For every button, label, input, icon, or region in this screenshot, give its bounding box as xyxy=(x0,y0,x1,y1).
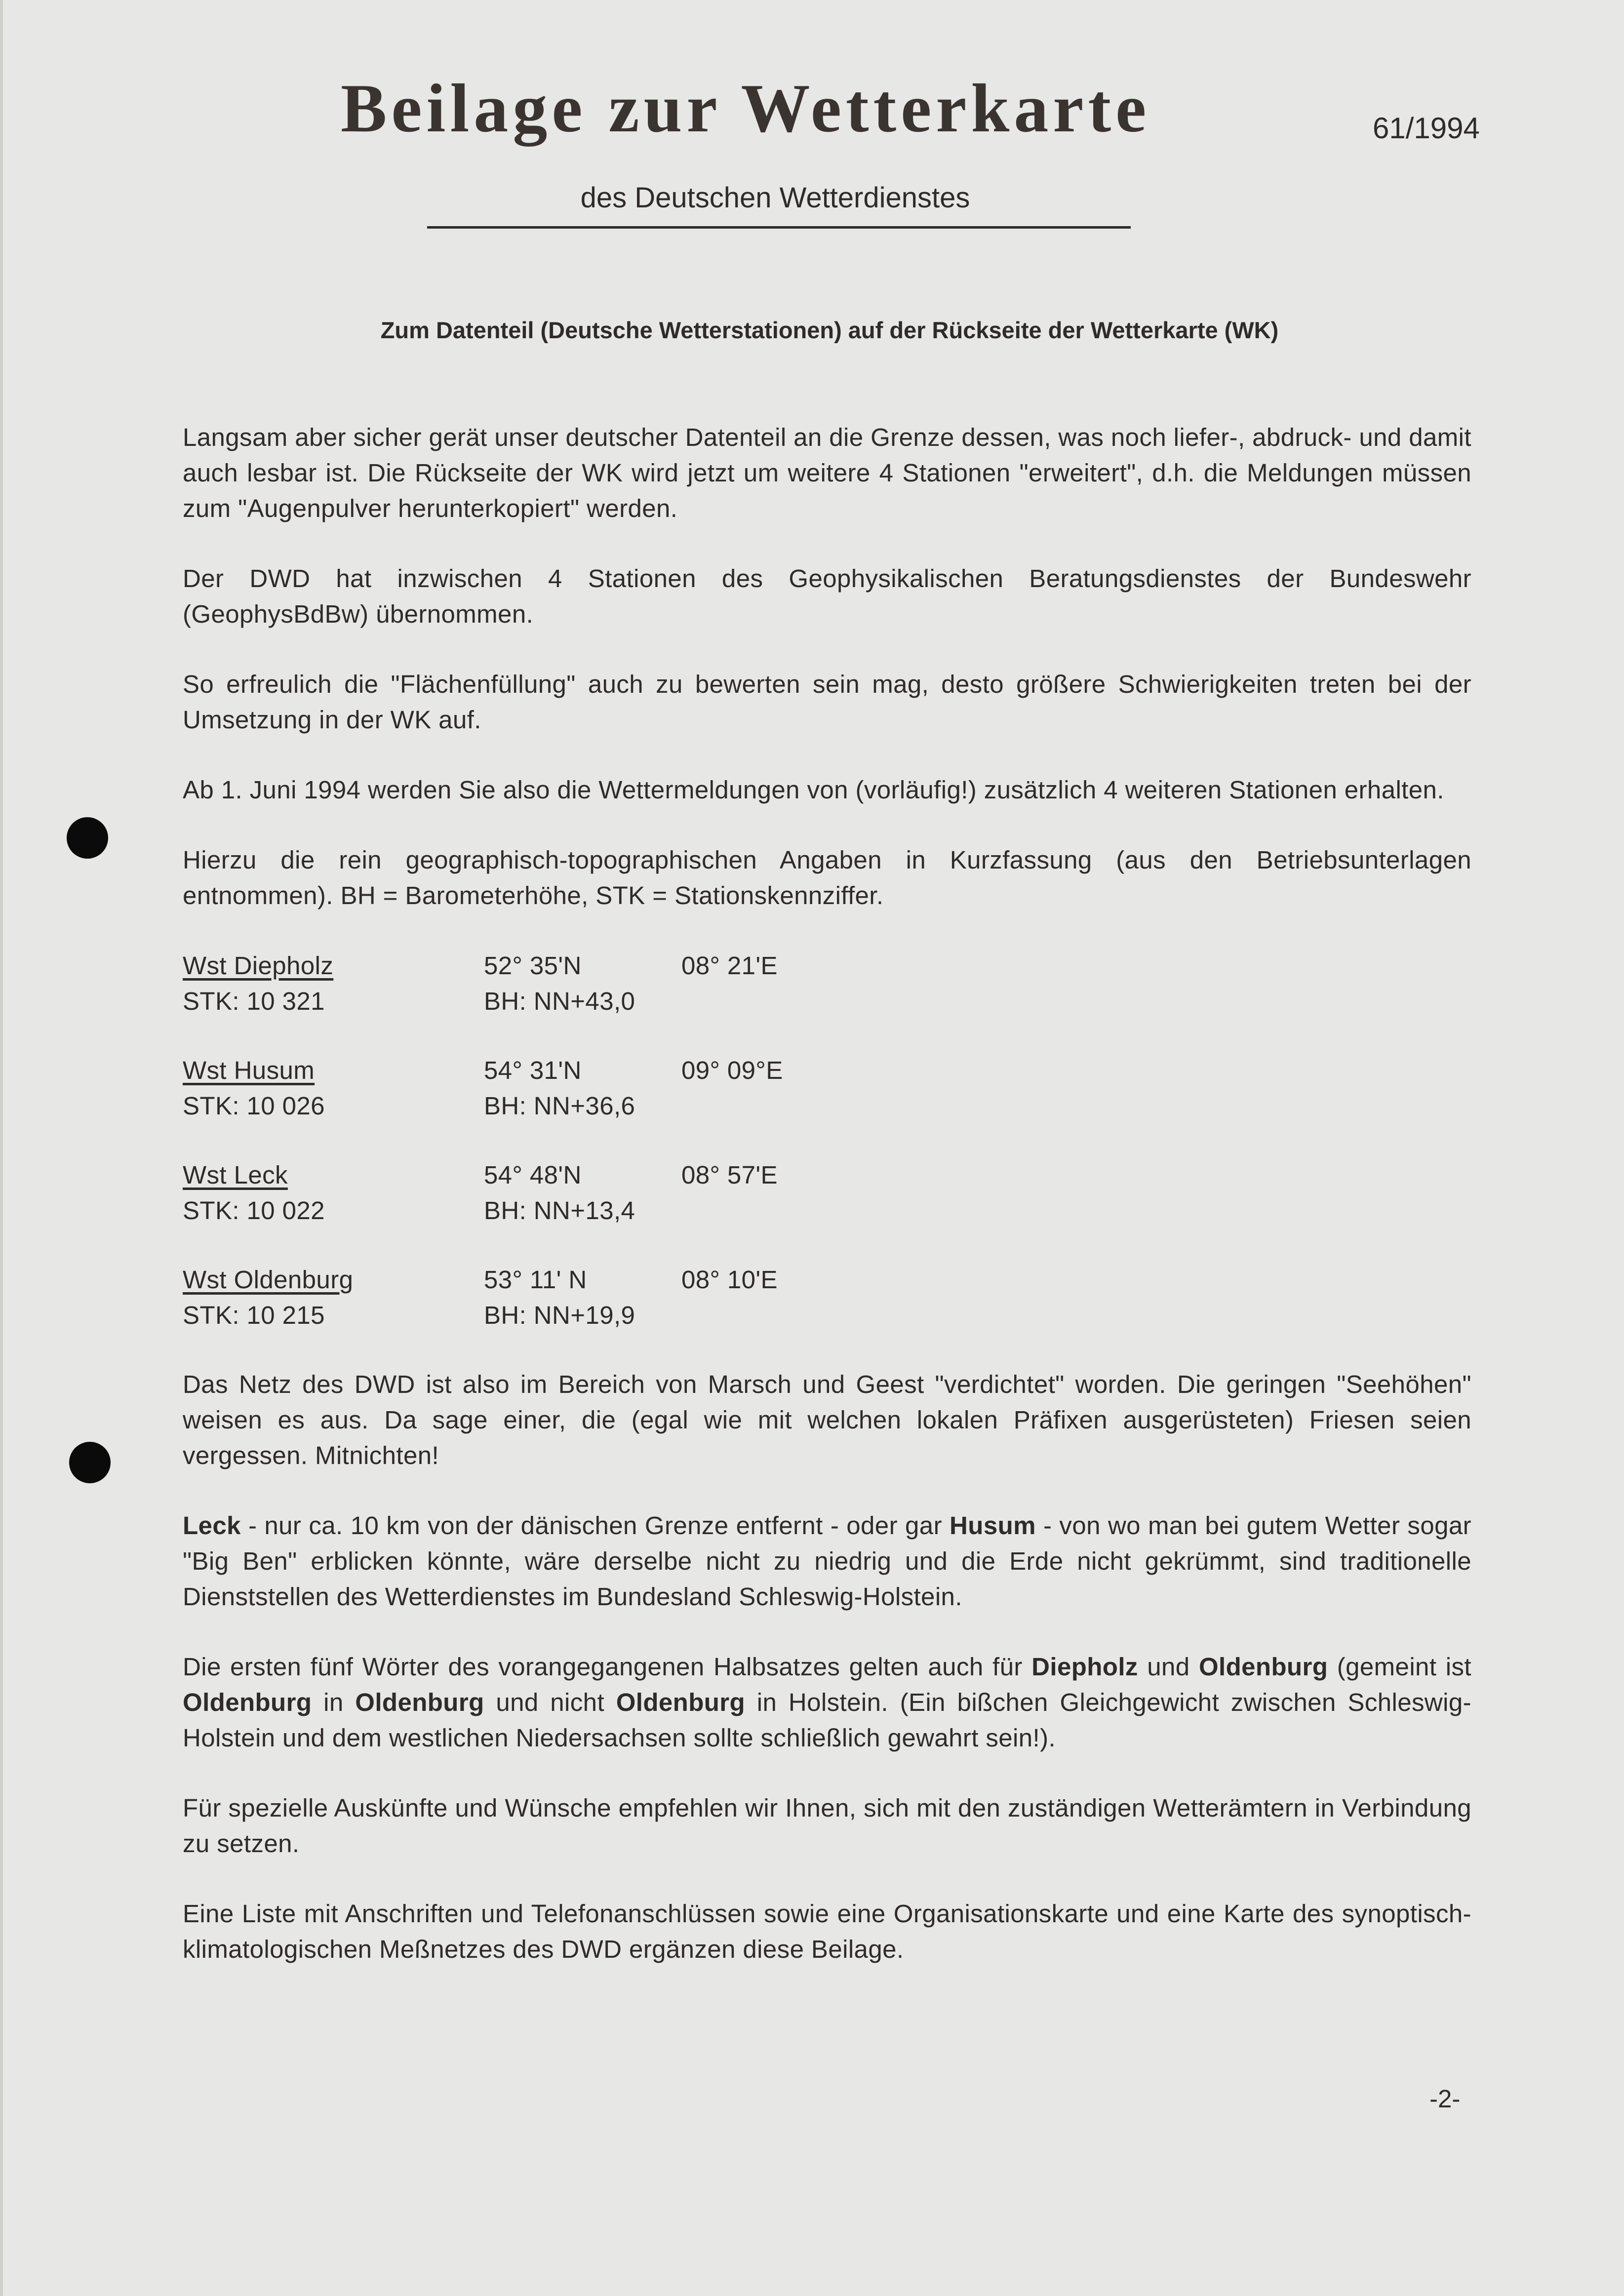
paragraph-fuenf-woerter xyxy=(183,1649,1471,1756)
station-name: Wst Husum xyxy=(183,1056,315,1084)
station-barometer-height: BH: NN+36,6 xyxy=(484,1092,635,1120)
station-latitude: 52° 35'N xyxy=(484,951,582,980)
station-barometer-height: BH: NN+13,4 xyxy=(484,1196,635,1225)
masthead-title: Beilage zur Wetterkarte xyxy=(341,70,1151,147)
station-name: Wst Diepholz xyxy=(183,951,334,980)
paragraph-intro-4: Ab 1. Juni 1994 werden Sie also die Wettermeldungen von (vorläufig!) zusätzlich 4 weiteren Stationen erhalten. xyxy=(183,776,1444,804)
paragraph-anlagen: Eine Liste mit Anschriften und Telefonanschlüssen sowie eine Organisationskarte und eine Karte des synoptisch-klimatologischen Meßnetzes des DWD ergänzen diese Beilage. xyxy=(183,1900,1471,1963)
emphasis-diepholz: Diepholz xyxy=(1031,1653,1138,1681)
paragraph-netz: Das Netz des DWD ist also im Bereich von Marsch und Geest "verdichtet" worden. Die geringen "Seehöhen" weisen es aus. Da sage einer, die (egal wie mit welchen lokalen Präfixen ausgerüsteten) Friesen seien vergessen. Mitnichten! xyxy=(183,1370,1471,1469)
station-barometer-height: BH: NN+19,9 xyxy=(484,1301,635,1329)
station-latitude: 53° 11' N xyxy=(484,1266,587,1294)
text-run: Die ersten fünf Wörter des vorangegangenen Halbsatzes gelten auch für xyxy=(183,1653,1032,1681)
paragraph-auskuenfte: Für spezielle Auskünfte und Wünsche empfehlen wir Ihnen, sich mit den zuständigen Wetterämtern in Verbindung zu setzen. xyxy=(183,1794,1471,1858)
paragraph-intro-5: Hierzu die rein geographisch-topographischen Angaben in Kurzfassung (aus den Betriebsunterlagen entnommen). BH = Barometerhöhe, STK = Stationskennziffer. xyxy=(183,846,1471,910)
station-code: STK: 10 321 xyxy=(183,987,325,1015)
masthead-subtitle: des Deutschen Wetterdienstes xyxy=(580,182,970,214)
text-run: - von wo man bei gutem Wetter sogar "Big Ben" erblicken könnte, wäre derselbe nicht zu niedrig und die Erde nicht gekrümmt, sind traditionelle Dienststellen des Wetterdienstes im Bundesland Schleswig-Holstein. xyxy=(183,1511,1471,1611)
station-oldenburg xyxy=(183,1262,1471,1333)
station-longitude: 08° 21'E xyxy=(681,951,778,980)
text-run: in xyxy=(312,1688,356,1716)
masthead-rule xyxy=(427,226,1131,229)
text-run: in Holstein. (Ein bißchen Gleichgewicht zwischen Schleswig-Holstein und dem westlichen Niedersachsen sollte schließlich gewahrt sein!). xyxy=(183,1688,1471,1752)
station-diepholz xyxy=(183,948,1471,1019)
station-leck xyxy=(183,1157,1471,1228)
punch-hole xyxy=(69,1442,111,1483)
emphasis-husum: Husum xyxy=(950,1511,1036,1540)
paragraph-intro-1: Langsam aber sicher gerät unser deutscher Datenteil an die Grenze dessen, was noch liefer-, abdruck- und damit auch lesbar ist. Die Rückseite der WK wird jetzt um weitere 4 Stationen "erweitert", d.h. die Meldungen müssen zum "Augenpulver herunterkopiert" werden. xyxy=(183,423,1471,522)
station-husum xyxy=(183,1053,1471,1124)
emphasis-oldenburg: Oldenburg xyxy=(616,1688,746,1716)
text-run: und nicht xyxy=(484,1688,616,1716)
paragraph-intro-3: So erfreulich die "Flächenfüllung" auch zu bewerten sein mag, desto größere Schwierigkeiten treten bei der Umsetzung in der WK auf. xyxy=(183,670,1471,734)
emphasis-leck: Leck xyxy=(183,1511,241,1540)
emphasis-oldenburg: Oldenburg xyxy=(355,1688,484,1716)
station-longitude: 09° 09°E xyxy=(681,1056,783,1084)
station-barometer-height: BH: NN+43,0 xyxy=(484,987,635,1015)
emphasis-oldenburg: Oldenburg xyxy=(1198,1653,1328,1681)
text-run: und xyxy=(1138,1653,1199,1681)
station-longitude: 08° 10'E xyxy=(681,1266,778,1294)
paragraph-leck xyxy=(183,1508,1471,1615)
station-latitude: 54° 48'N xyxy=(484,1161,582,1189)
station-longitude: 08° 57'E xyxy=(681,1161,778,1189)
station-latitude: 54° 31'N xyxy=(484,1056,582,1084)
station-code: STK: 10 026 xyxy=(183,1092,325,1120)
body-text xyxy=(183,420,1471,2002)
station-code: STK: 10 215 xyxy=(183,1301,325,1329)
paragraph-intro-2: Der DWD hat inzwischen 4 Stationen des Geophysikalischen Beratungsdienstes der Bundeswehr (GeophysBdBw) übernommen. xyxy=(183,564,1471,628)
text-run: - nur ca. 10 km von der dänischen Grenze entfernt - oder gar xyxy=(240,1511,950,1540)
emphasis-oldenburg: Oldenburg xyxy=(183,1688,312,1716)
punch-hole xyxy=(67,817,108,859)
section-heading: Zum Datenteil (Deutsche Wetterstationen) auf der Rückseite der Wetterkarte (WK) xyxy=(380,317,1279,343)
station-name: Wst Leck xyxy=(183,1161,288,1189)
text-run: (gemeint ist xyxy=(1328,1653,1471,1681)
station-name: Wst Oldenburg xyxy=(183,1266,354,1294)
station-code: STK: 10 022 xyxy=(183,1196,325,1225)
issue-number: 61/1994 xyxy=(1373,112,1480,145)
page-number: -2- xyxy=(1429,2085,1461,2113)
